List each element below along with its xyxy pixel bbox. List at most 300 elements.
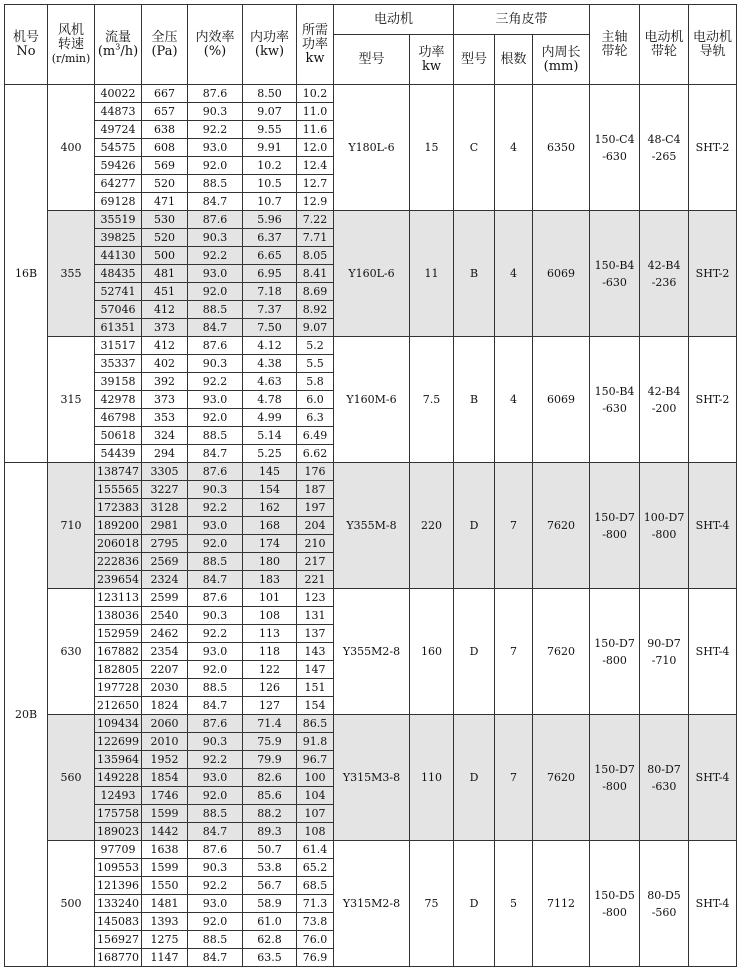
required-power-cell: 71.3 bbox=[297, 895, 334, 913]
main-pulley-cell: 150-D7 -800 bbox=[590, 715, 640, 841]
flow-cell: 123113 bbox=[95, 589, 142, 607]
pressure-cell: 2795 bbox=[142, 535, 188, 553]
belt-length-cell: 6350 bbox=[533, 85, 590, 211]
motor-power-cell: 11 bbox=[410, 211, 454, 337]
belt-model-cell: C bbox=[454, 85, 495, 211]
efficiency-cell: 92.0 bbox=[188, 787, 243, 805]
pressure-cell: 3305 bbox=[142, 463, 188, 481]
main-pulley-cell: 150-B4 -630 bbox=[590, 211, 640, 337]
efficiency-cell: 88.5 bbox=[188, 427, 243, 445]
efficiency-cell: 92.0 bbox=[188, 157, 243, 175]
pressure-cell: 294 bbox=[142, 445, 188, 463]
flow-cell: 212650 bbox=[95, 697, 142, 715]
internal-power-cell: 5.96 bbox=[243, 211, 297, 229]
efficiency-cell: 87.6 bbox=[188, 463, 243, 481]
flow-cell: 97709 bbox=[95, 841, 142, 859]
flow-cell: 44873 bbox=[95, 103, 142, 121]
internal-power-cell: 8.50 bbox=[243, 85, 297, 103]
header-pressure: 全压 (Pa) bbox=[142, 5, 188, 85]
motor-power-cell: 160 bbox=[410, 589, 454, 715]
flow-cell: 135964 bbox=[95, 751, 142, 769]
efficiency-cell: 93.0 bbox=[188, 517, 243, 535]
internal-power-cell: 174 bbox=[243, 535, 297, 553]
motor-power-cell: 220 bbox=[410, 463, 454, 589]
required-power-cell: 6.3 bbox=[297, 409, 334, 427]
motor-pulley-cell: 80-D5 -560 bbox=[640, 841, 689, 967]
flow-cell: 54439 bbox=[95, 445, 142, 463]
machine-no-cell: 16B bbox=[5, 85, 48, 463]
efficiency-cell: 92.2 bbox=[188, 625, 243, 643]
pressure-cell: 2010 bbox=[142, 733, 188, 751]
pressure-cell: 412 bbox=[142, 301, 188, 319]
pressure-cell: 569 bbox=[142, 157, 188, 175]
required-power-cell: 12.9 bbox=[297, 193, 334, 211]
required-power-cell: 76.0 bbox=[297, 931, 334, 949]
table-row bbox=[5, 715, 737, 733]
internal-power-cell: 50.7 bbox=[243, 841, 297, 859]
pressure-cell: 638 bbox=[142, 121, 188, 139]
header-vbelt: 三角皮带 bbox=[454, 5, 590, 35]
internal-power-cell: 82.6 bbox=[243, 769, 297, 787]
header-motor-power: 功率 kw bbox=[410, 35, 454, 85]
pressure-cell: 520 bbox=[142, 229, 188, 247]
efficiency-cell: 88.5 bbox=[188, 805, 243, 823]
belt-length-cell: 6069 bbox=[533, 211, 590, 337]
main-pulley-cell: 150-D5 -800 bbox=[590, 841, 640, 967]
pressure-cell: 1442 bbox=[142, 823, 188, 841]
internal-power-cell: 108 bbox=[243, 607, 297, 625]
motor-model-cell: Y355M2-8 bbox=[334, 589, 410, 715]
flow-cell: 122699 bbox=[95, 733, 142, 751]
motor-rail-cell: SHT-4 bbox=[689, 841, 737, 967]
belt-count-cell: 5 bbox=[495, 841, 533, 967]
table-row bbox=[5, 85, 737, 103]
internal-power-cell: 180 bbox=[243, 553, 297, 571]
efficiency-cell: 92.2 bbox=[188, 751, 243, 769]
efficiency-cell: 88.5 bbox=[188, 175, 243, 193]
header-fan-speed: 风机 转速 (r/min) bbox=[48, 5, 95, 85]
required-power-cell: 5.2 bbox=[297, 337, 334, 355]
internal-power-cell: 71.4 bbox=[243, 715, 297, 733]
motor-pulley-cell: 48-C4 -265 bbox=[640, 85, 689, 211]
internal-power-cell: 85.6 bbox=[243, 787, 297, 805]
required-power-cell: 123 bbox=[297, 589, 334, 607]
required-power-cell: 131 bbox=[297, 607, 334, 625]
efficiency-cell: 84.7 bbox=[188, 193, 243, 211]
internal-power-cell: 6.37 bbox=[243, 229, 297, 247]
motor-power-cell: 75 bbox=[410, 841, 454, 967]
flow-cell: 42978 bbox=[95, 391, 142, 409]
pressure-cell: 1275 bbox=[142, 931, 188, 949]
flow-cell: 57046 bbox=[95, 301, 142, 319]
pressure-cell: 1638 bbox=[142, 841, 188, 859]
internal-power-cell: 79.9 bbox=[243, 751, 297, 769]
fan-speed-cell: 400 bbox=[48, 85, 95, 211]
flow-cell: 69128 bbox=[95, 193, 142, 211]
flow-cell: 189023 bbox=[95, 823, 142, 841]
internal-power-cell: 6.95 bbox=[243, 265, 297, 283]
internal-power-cell: 4.38 bbox=[243, 355, 297, 373]
motor-rail-cell: SHT-4 bbox=[689, 463, 737, 589]
efficiency-cell: 84.7 bbox=[188, 949, 243, 967]
pressure-cell: 1393 bbox=[142, 913, 188, 931]
required-power-cell: 151 bbox=[297, 679, 334, 697]
efficiency-cell: 93.0 bbox=[188, 769, 243, 787]
pressure-cell: 1824 bbox=[142, 697, 188, 715]
pressure-cell: 1599 bbox=[142, 805, 188, 823]
motor-model-cell: Y315M3-8 bbox=[334, 715, 410, 841]
pressure-cell: 667 bbox=[142, 85, 188, 103]
belt-model-cell: D bbox=[454, 589, 495, 715]
header-efficiency: 内效率 (%) bbox=[188, 5, 243, 85]
table-row bbox=[5, 841, 737, 859]
header-internal-power: 内功率 (kw) bbox=[243, 5, 297, 85]
flow-cell: 46798 bbox=[95, 409, 142, 427]
internal-power-cell: 58.9 bbox=[243, 895, 297, 913]
internal-power-cell: 62.8 bbox=[243, 931, 297, 949]
required-power-cell: 65.2 bbox=[297, 859, 334, 877]
pressure-cell: 3227 bbox=[142, 481, 188, 499]
pressure-cell: 353 bbox=[142, 409, 188, 427]
efficiency-cell: 90.3 bbox=[188, 229, 243, 247]
efficiency-cell: 93.0 bbox=[188, 895, 243, 913]
belt-model-cell: B bbox=[454, 337, 495, 463]
required-power-cell: 12.0 bbox=[297, 139, 334, 157]
flow-cell: 133240 bbox=[95, 895, 142, 913]
flow-cell: 239654 bbox=[95, 571, 142, 589]
main-pulley-cell: 150-B4 -630 bbox=[590, 337, 640, 463]
internal-power-cell: 89.3 bbox=[243, 823, 297, 841]
pressure-cell: 481 bbox=[142, 265, 188, 283]
flow-cell: 44130 bbox=[95, 247, 142, 265]
required-power-cell: 86.5 bbox=[297, 715, 334, 733]
motor-rail-cell: SHT-2 bbox=[689, 337, 737, 463]
belt-model-cell: D bbox=[454, 841, 495, 967]
pressure-cell: 2030 bbox=[142, 679, 188, 697]
required-power-cell: 210 bbox=[297, 535, 334, 553]
required-power-cell: 7.22 bbox=[297, 211, 334, 229]
pressure-cell: 2324 bbox=[142, 571, 188, 589]
motor-power-cell: 110 bbox=[410, 715, 454, 841]
belt-length-cell: 7112 bbox=[533, 841, 590, 967]
required-power-cell: 12.7 bbox=[297, 175, 334, 193]
machine-no-cell: 20B bbox=[5, 463, 48, 967]
motor-model-cell: Y180L-6 bbox=[334, 85, 410, 211]
header-motor: 电动机 bbox=[334, 5, 454, 35]
fan-speed-cell: 560 bbox=[48, 715, 95, 841]
flow-cell: 39825 bbox=[95, 229, 142, 247]
required-power-cell: 6.49 bbox=[297, 427, 334, 445]
efficiency-cell: 84.7 bbox=[188, 445, 243, 463]
efficiency-cell: 88.5 bbox=[188, 679, 243, 697]
internal-power-cell: 183 bbox=[243, 571, 297, 589]
pressure-cell: 1746 bbox=[142, 787, 188, 805]
pressure-cell: 2207 bbox=[142, 661, 188, 679]
flow-cell: 39158 bbox=[95, 373, 142, 391]
flow-cell: 61351 bbox=[95, 319, 142, 337]
efficiency-cell: 92.0 bbox=[188, 535, 243, 553]
main-pulley-cell: 150-D7 -800 bbox=[590, 463, 640, 589]
belt-count-cell: 7 bbox=[495, 463, 533, 589]
required-power-cell: 73.8 bbox=[297, 913, 334, 931]
motor-model-cell: Y160M-6 bbox=[334, 337, 410, 463]
required-power-cell: 9.07 bbox=[297, 319, 334, 337]
belt-model-cell: D bbox=[454, 715, 495, 841]
required-power-cell: 154 bbox=[297, 697, 334, 715]
fan-speed-cell: 315 bbox=[48, 337, 95, 463]
flow-cell: 48435 bbox=[95, 265, 142, 283]
flow-cell: 138036 bbox=[95, 607, 142, 625]
motor-rail-cell: SHT-2 bbox=[689, 85, 737, 211]
required-power-cell: 5.5 bbox=[297, 355, 334, 373]
required-power-cell: 104 bbox=[297, 787, 334, 805]
efficiency-cell: 92.0 bbox=[188, 283, 243, 301]
efficiency-cell: 87.6 bbox=[188, 211, 243, 229]
internal-power-cell: 4.63 bbox=[243, 373, 297, 391]
flow-cell: 12493 bbox=[95, 787, 142, 805]
belt-model-cell: B bbox=[454, 211, 495, 337]
efficiency-cell: 93.0 bbox=[188, 265, 243, 283]
pressure-cell: 520 bbox=[142, 175, 188, 193]
internal-power-cell: 162 bbox=[243, 499, 297, 517]
efficiency-cell: 90.3 bbox=[188, 733, 243, 751]
efficiency-cell: 88.5 bbox=[188, 553, 243, 571]
efficiency-cell: 87.6 bbox=[188, 589, 243, 607]
header-belt-length: 内周长 (mm) bbox=[533, 35, 590, 85]
efficiency-cell: 87.6 bbox=[188, 841, 243, 859]
efficiency-cell: 92.2 bbox=[188, 499, 243, 517]
flow-cell: 109434 bbox=[95, 715, 142, 733]
internal-power-cell: 75.9 bbox=[243, 733, 297, 751]
flow-cell: 31517 bbox=[95, 337, 142, 355]
internal-power-cell: 113 bbox=[243, 625, 297, 643]
efficiency-cell: 87.6 bbox=[188, 85, 243, 103]
table-body bbox=[5, 85, 737, 967]
pressure-cell: 1854 bbox=[142, 769, 188, 787]
table-row bbox=[5, 337, 737, 355]
efficiency-cell: 93.0 bbox=[188, 139, 243, 157]
motor-model-cell: Y355M-8 bbox=[334, 463, 410, 589]
required-power-cell: 96.7 bbox=[297, 751, 334, 769]
motor-rail-cell: SHT-4 bbox=[689, 589, 737, 715]
internal-power-cell: 101 bbox=[243, 589, 297, 607]
pressure-cell: 2981 bbox=[142, 517, 188, 535]
internal-power-cell: 9.07 bbox=[243, 103, 297, 121]
flow-cell: 172383 bbox=[95, 499, 142, 517]
efficiency-cell: 92.0 bbox=[188, 409, 243, 427]
efficiency-cell: 93.0 bbox=[188, 391, 243, 409]
pressure-cell: 373 bbox=[142, 319, 188, 337]
flow-cell: 54575 bbox=[95, 139, 142, 157]
motor-rail-cell: SHT-2 bbox=[689, 211, 737, 337]
efficiency-cell: 92.2 bbox=[188, 121, 243, 139]
header-belt-model: 型号 bbox=[454, 35, 495, 85]
required-power-cell: 8.92 bbox=[297, 301, 334, 319]
efficiency-cell: 84.7 bbox=[188, 319, 243, 337]
main-pulley-cell: 150-D7 -800 bbox=[590, 589, 640, 715]
required-power-cell: 7.71 bbox=[297, 229, 334, 247]
required-power-cell: 147 bbox=[297, 661, 334, 679]
belt-count-cell: 4 bbox=[495, 337, 533, 463]
efficiency-cell: 92.0 bbox=[188, 913, 243, 931]
internal-power-cell: 4.78 bbox=[243, 391, 297, 409]
flow-cell: 145083 bbox=[95, 913, 142, 931]
motor-pulley-cell: 90-D7 -710 bbox=[640, 589, 689, 715]
internal-power-cell: 5.14 bbox=[243, 427, 297, 445]
required-power-cell: 107 bbox=[297, 805, 334, 823]
required-power-cell: 100 bbox=[297, 769, 334, 787]
flow-cell: 109553 bbox=[95, 859, 142, 877]
flow-cell: 168770 bbox=[95, 949, 142, 967]
fan-spec-table bbox=[4, 4, 737, 967]
motor-rail-cell: SHT-4 bbox=[689, 715, 737, 841]
internal-power-cell: 9.91 bbox=[243, 139, 297, 157]
internal-power-cell: 127 bbox=[243, 697, 297, 715]
internal-power-cell: 56.7 bbox=[243, 877, 297, 895]
pressure-cell: 324 bbox=[142, 427, 188, 445]
header-main-pulley: 主轴 带轮 bbox=[590, 5, 640, 85]
efficiency-cell: 88.5 bbox=[188, 301, 243, 319]
required-power-cell: 143 bbox=[297, 643, 334, 661]
belt-count-cell: 4 bbox=[495, 85, 533, 211]
header-flow: 流量 $(m^3/h)$ bbox=[95, 5, 142, 85]
main-pulley-cell: 150-C4 -630 bbox=[590, 85, 640, 211]
efficiency-cell: 92.2 bbox=[188, 373, 243, 391]
flow-cell: 49724 bbox=[95, 121, 142, 139]
motor-pulley-cell: 80-D7 -630 bbox=[640, 715, 689, 841]
efficiency-cell: 90.3 bbox=[188, 859, 243, 877]
required-power-cell: 204 bbox=[297, 517, 334, 535]
flow-cell: 152959 bbox=[95, 625, 142, 643]
required-power-cell: 10.2 bbox=[297, 85, 334, 103]
internal-power-cell: 145 bbox=[243, 463, 297, 481]
header-required-power: 所需 功率 kw bbox=[297, 5, 334, 85]
flow-cell: 121396 bbox=[95, 877, 142, 895]
flow-cell: 149228 bbox=[95, 769, 142, 787]
motor-model-cell: Y160L-6 bbox=[334, 211, 410, 337]
motor-pulley-cell: 100-D7 -800 bbox=[640, 463, 689, 589]
pressure-cell: 402 bbox=[142, 355, 188, 373]
flow-cell: 206018 bbox=[95, 535, 142, 553]
internal-power-cell: 7.37 bbox=[243, 301, 297, 319]
pressure-cell: 412 bbox=[142, 337, 188, 355]
pressure-cell: 451 bbox=[142, 283, 188, 301]
internal-power-cell: 4.12 bbox=[243, 337, 297, 355]
table-row bbox=[5, 463, 737, 481]
header-belt-count: 根数 bbox=[495, 35, 533, 85]
flow-cell: 35519 bbox=[95, 211, 142, 229]
pressure-cell: 2569 bbox=[142, 553, 188, 571]
required-power-cell: 8.41 bbox=[297, 265, 334, 283]
flow-cell: 155565 bbox=[95, 481, 142, 499]
efficiency-cell: 90.3 bbox=[188, 607, 243, 625]
pressure-cell: 608 bbox=[142, 139, 188, 157]
internal-power-cell: 7.18 bbox=[243, 283, 297, 301]
required-power-cell: 5.8 bbox=[297, 373, 334, 391]
efficiency-cell: 90.3 bbox=[188, 103, 243, 121]
efficiency-cell: 90.3 bbox=[188, 355, 243, 373]
pressure-cell: 1550 bbox=[142, 877, 188, 895]
efficiency-cell: 87.6 bbox=[188, 715, 243, 733]
required-power-cell: 6.62 bbox=[297, 445, 334, 463]
internal-power-cell: 168 bbox=[243, 517, 297, 535]
efficiency-cell: 90.3 bbox=[188, 481, 243, 499]
required-power-cell: 11.6 bbox=[297, 121, 334, 139]
internal-power-cell: 122 bbox=[243, 661, 297, 679]
pressure-cell: 2354 bbox=[142, 643, 188, 661]
efficiency-cell: 84.7 bbox=[188, 823, 243, 841]
pressure-cell: 1952 bbox=[142, 751, 188, 769]
internal-power-cell: 7.50 bbox=[243, 319, 297, 337]
required-power-cell: 137 bbox=[297, 625, 334, 643]
flow-cell: 182805 bbox=[95, 661, 142, 679]
required-power-cell: 221 bbox=[297, 571, 334, 589]
fan-speed-cell: 500 bbox=[48, 841, 95, 967]
flow-cell: 222836 bbox=[95, 553, 142, 571]
flow-cell: 167882 bbox=[95, 643, 142, 661]
internal-power-cell: 5.25 bbox=[243, 445, 297, 463]
efficiency-cell: 92.2 bbox=[188, 247, 243, 265]
flow-cell: 52741 bbox=[95, 283, 142, 301]
motor-power-cell: 15 bbox=[410, 85, 454, 211]
flow-cell: 40022 bbox=[95, 85, 142, 103]
fan-speed-cell: 710 bbox=[48, 463, 95, 589]
belt-length-cell: 7620 bbox=[533, 463, 590, 589]
internal-power-cell: 10.2 bbox=[243, 157, 297, 175]
efficiency-cell: 92.2 bbox=[188, 877, 243, 895]
internal-power-cell: 6.65 bbox=[243, 247, 297, 265]
belt-count-cell: 7 bbox=[495, 715, 533, 841]
efficiency-cell: 88.5 bbox=[188, 931, 243, 949]
internal-power-cell: 61.0 bbox=[243, 913, 297, 931]
flow-cell: 197728 bbox=[95, 679, 142, 697]
internal-power-cell: 4.99 bbox=[243, 409, 297, 427]
efficiency-cell: 87.6 bbox=[188, 337, 243, 355]
pressure-cell: 392 bbox=[142, 373, 188, 391]
pressure-cell: 471 bbox=[142, 193, 188, 211]
required-power-cell: 217 bbox=[297, 553, 334, 571]
belt-length-cell: 7620 bbox=[533, 715, 590, 841]
pressure-cell: 500 bbox=[142, 247, 188, 265]
flow-cell: 59426 bbox=[95, 157, 142, 175]
flow-cell: 138747 bbox=[95, 463, 142, 481]
required-power-cell: 68.5 bbox=[297, 877, 334, 895]
required-power-cell: 8.05 bbox=[297, 247, 334, 265]
internal-power-cell: 53.8 bbox=[243, 859, 297, 877]
required-power-cell: 197 bbox=[297, 499, 334, 517]
fan-speed-cell: 630 bbox=[48, 589, 95, 715]
pressure-cell: 373 bbox=[142, 391, 188, 409]
required-power-cell: 8.69 bbox=[297, 283, 334, 301]
pressure-cell: 3128 bbox=[142, 499, 188, 517]
pressure-cell: 1147 bbox=[142, 949, 188, 967]
internal-power-cell: 10.5 bbox=[243, 175, 297, 193]
flow-cell: 64277 bbox=[95, 175, 142, 193]
efficiency-cell: 93.0 bbox=[188, 643, 243, 661]
required-power-cell: 6.0 bbox=[297, 391, 334, 409]
flow-cell: 35337 bbox=[95, 355, 142, 373]
header-motor-rail: 电动机 导轨 bbox=[689, 5, 737, 85]
fan-speed-cell: 355 bbox=[48, 211, 95, 337]
required-power-cell: 187 bbox=[297, 481, 334, 499]
fan-spec-sheet bbox=[4, 4, 736, 967]
motor-pulley-cell: 42-B4 -236 bbox=[640, 211, 689, 337]
flow-cell: 189200 bbox=[95, 517, 142, 535]
required-power-cell: 61.4 bbox=[297, 841, 334, 859]
flow-cell: 50618 bbox=[95, 427, 142, 445]
belt-count-cell: 7 bbox=[495, 589, 533, 715]
pressure-cell: 2060 bbox=[142, 715, 188, 733]
